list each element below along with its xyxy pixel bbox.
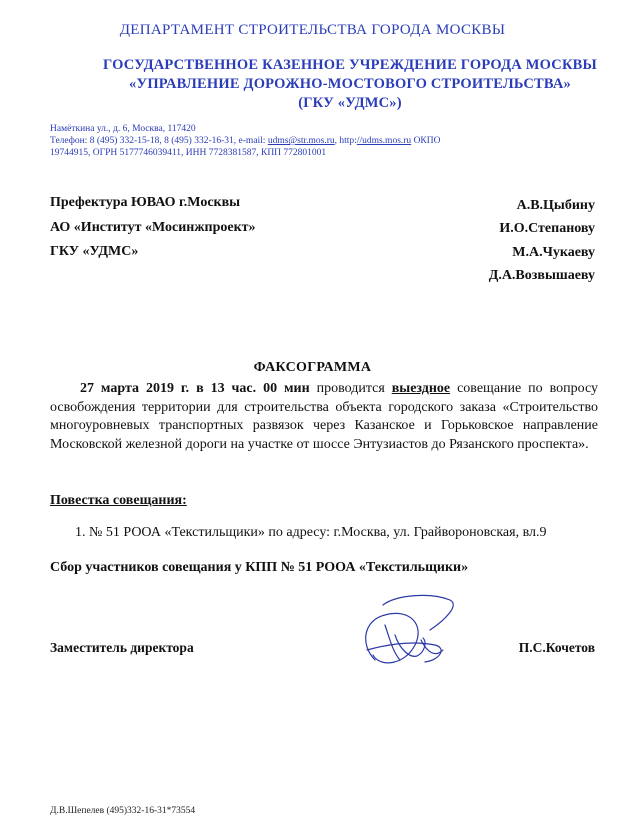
org-name-line1: ГОСУДАРСТВЕННОЕ КАЗЕННОЕ УЧРЕЖДЕНИЕ ГОРОДА МОСКВЫ <box>103 57 597 73</box>
gathering-point: Сбор участников совещания у КПП № 51 РООА «Текстильщики» <box>50 560 469 575</box>
recipient-person-1: А.В.Цыбину <box>516 198 595 213</box>
signer-role: Заместитель директора <box>50 640 194 655</box>
org-name-line3: (ГКУ «УДМС») <box>298 95 402 111</box>
contact-email[interactable]: udms@str.mos.ru <box>267 136 335 146</box>
contact-sep: , http: <box>334 136 357 146</box>
recipient-person-2: И.О.Степанову <box>499 221 595 236</box>
body-part2: совещание по вопросу освобождения территории для строительства объекта городского заказа «Строительство многоуровневых транспортных развязок через Казанское и Горьковское направление Московской железной дороги на участке от шоссе Энтузиастов до Рязанского проспекта». <box>50 381 598 452</box>
contact-phones-text: Телефон: 8 (495) 332-15-18, 8 (495) 332-16-31, e-mail: <box>50 136 268 146</box>
document-title: ФАКСОГРАММА <box>253 360 372 375</box>
executor-contact: Д.В.Шепелев (495)332-16-31*73554 <box>50 806 196 816</box>
agenda-heading: Повестка совещания: <box>50 493 187 508</box>
handwritten-signature <box>355 590 465 680</box>
contact-address: Намёткина ул., д. 6, Москва, 117420 <box>50 124 196 134</box>
agenda-item: 1. № 51 РООА «Текстильщики» по адресу: г.Москва, ул. Грайвороновская, вл.9 <box>75 525 547 540</box>
contact-registration: 19744915, ОГРН 5177746039411, ИНН 7728381587, КПП 772801001 <box>50 148 327 158</box>
meeting-date-time: 27 марта 2019 г. в 13 час. 00 мин <box>80 381 310 396</box>
onsite-word: выездное <box>391 381 451 396</box>
recipient-org-1: Префектура ЮВАО г.Москвы <box>50 195 241 210</box>
signer-name: П.С.Кочетов <box>518 640 595 655</box>
contact-okpo: ОКПО <box>411 136 441 146</box>
contact-url[interactable]: //udms.mos.ru <box>356 136 412 146</box>
contact-phones <box>50 136 440 146</box>
body-part1: проводится <box>309 381 392 396</box>
recipient-person-4: Д.А.Возвышаеву <box>488 268 595 283</box>
recipient-org-3: ГКУ «УДМС» <box>50 244 139 259</box>
org-name-line2: «УПРАВЛЕНИЕ ДОРОЖНО-МОСТОВОГО СТРОИТЕЛЬСТВА» <box>129 76 571 92</box>
body-paragraph <box>50 380 598 454</box>
recipient-org-2: АО «Институт «Мосинжпроект» <box>50 220 256 235</box>
recipient-person-3: М.А.Чукаеву <box>512 245 595 260</box>
department-title: ДЕПАРТАМЕНТ СТРОИТЕЛЬСТВА ГОРОДА МОСКВЫ <box>119 22 506 38</box>
